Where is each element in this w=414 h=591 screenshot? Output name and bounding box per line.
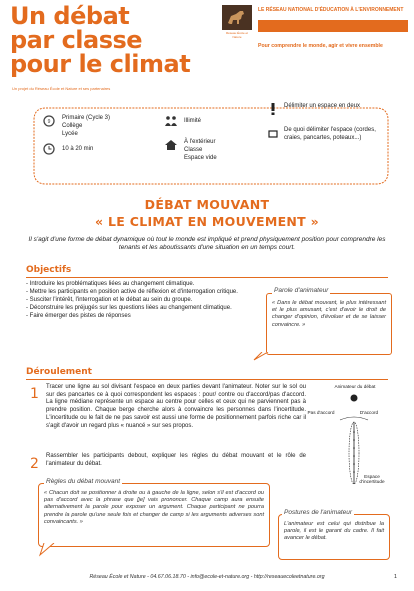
title-line: Un débat (10, 2, 130, 30)
rules-text: « Chacun doit se positionner à droite ou à gauche de la ligne, selon s'il est d'accord ou pas d'accord avec la phrase que [je] vais prononcer. Chaque camp aura ensuite alternativement la parole pour exposer un argument. Chaque participant ne pourra prendre la parole qu'une seule fois et changer de camp si les arguments adverses sont convaincants. » (44, 490, 264, 525)
tip-delimit: Délimiter un espace en deux (284, 103, 361, 109)
step-1-text: Tracer une ligne au sol divisant l'espace en deux parties devant l'animateur. Noter sur le sol ou sur des pancartes ce à quoi correspondent les espaces : pour/ contre ou d'accord/pas d'accord. La ligne médiane représente un espace au centre pour celles et ceux qui ne parviennent pas à prendre position. Chaque berge cherche alors à convaincre les personnes dans l'incertitude. L'incertitude ou le fait de ne pas savoir est aussi une forme de positionnement parfois riche car il s'agit d'avoir un regard plus « nuancé » sur ses propos. (46, 384, 306, 429)
rules-title: Règles du débat mouvant (46, 478, 121, 485)
materials-icon (268, 126, 278, 144)
list-item: - Mettre les participants en position active de réflexion et d'interrogation critique. (26, 288, 238, 295)
diagram-uncertain-label: Espace d'incertitude (359, 474, 385, 484)
objectives-list (26, 281, 258, 321)
intro-paragraph: Il s'agit d'une forme de débat dynamique où tout le monde est impliqué et prend physiquement position pour comprendre les tenants et les aboutissants d'une situation en un temps court. (28, 236, 386, 251)
page-number: 1 (394, 574, 397, 580)
location: À l'extérieur Classe Espace vide (184, 139, 217, 161)
network-name: LE RÉSEAU NATIONAL D'ÉDUCATION À L'ENVIRONNEMENT (258, 7, 404, 13)
network-logo (222, 5, 252, 30)
main-title (10, 4, 210, 76)
network-banner (258, 20, 408, 32)
step-number: 2 (30, 456, 39, 472)
objectives-heading: Objectifs (26, 265, 72, 275)
footer-contact: Réseau École et Nature - 04.67.06.18.70 - info@ecole-et-nature.org - http://reseauecoleetnature.org (89, 574, 325, 580)
logo-caption: Réseau École et Nature (225, 31, 248, 39)
participants-icon (164, 114, 178, 132)
animator-quote-title: Parole d'animateur (274, 287, 329, 294)
participants: Illimité (184, 118, 202, 124)
activity-title: DÉBAT MOUVANT « LE CLIMAT EN MOUVEMENT » (94, 197, 320, 229)
activity-info-box (32, 100, 394, 188)
duration: 10 à 20 min (62, 146, 94, 152)
list-item: - Introduire les problématiques liées au changement climatique. (26, 281, 195, 287)
svg-text:9: 9 (47, 119, 51, 125)
project-line: Un projet du Réseau École et Nature et ses partenaires (12, 86, 111, 91)
school-level-icon (42, 114, 56, 132)
clock-icon (43, 142, 55, 160)
speech-tail (38, 543, 60, 557)
steps-heading: Déroulement (26, 367, 92, 377)
diagram-animator-label: Animateur du débat (334, 384, 376, 389)
objectives-rule (26, 277, 388, 278)
list-item: - Faire émerger des pistes de réponses (26, 312, 131, 319)
step-number: 1 (30, 386, 39, 402)
postures-title: Postures de l'animateur (284, 509, 353, 516)
title-line: par classe (10, 26, 143, 54)
network-tagline: Pour comprendre le monde, agir et vivre ensemble (258, 43, 383, 49)
location-icon (164, 138, 178, 156)
title-line: pour le climat (10, 50, 191, 78)
speech-tail (252, 352, 272, 362)
exclamation-icon (268, 102, 278, 120)
school-levels: Primaire (Cycle 3) Collège Lycée (62, 115, 111, 137)
diagram-agree-label: D'accord (359, 410, 379, 415)
horse-icon (222, 5, 252, 30)
postures-text: L'animateur est celui qui distribue la parole, il est le garant du cadre. Il fait avancer le débat. (284, 521, 384, 542)
steps-rule (26, 379, 388, 380)
list-item: - Susciter l'intérêt, l'interrogation et le débat au sein du groupe. (26, 296, 193, 303)
tip-materials: De quoi délimiter l'espace (cordes, craies, pancartes, poteaux...) (284, 127, 376, 141)
animator-quote-text: « Dans le débat mouvant, le plus intéressant et le plus amusant, c'est d'avoir le droit de changer d'opinion, d'évoluer et de se laisser convaincre. » (272, 300, 386, 328)
diagram-disagree-label: Pas d'accord (307, 410, 335, 415)
step-2-text: Rassembler les participants debout, expliquer les règles du débat mouvant et le rôle de l'animateur du débat. (46, 453, 306, 467)
list-item: - Déconstruire les préjugés sur les questions liées au changement climatique. (26, 304, 232, 311)
